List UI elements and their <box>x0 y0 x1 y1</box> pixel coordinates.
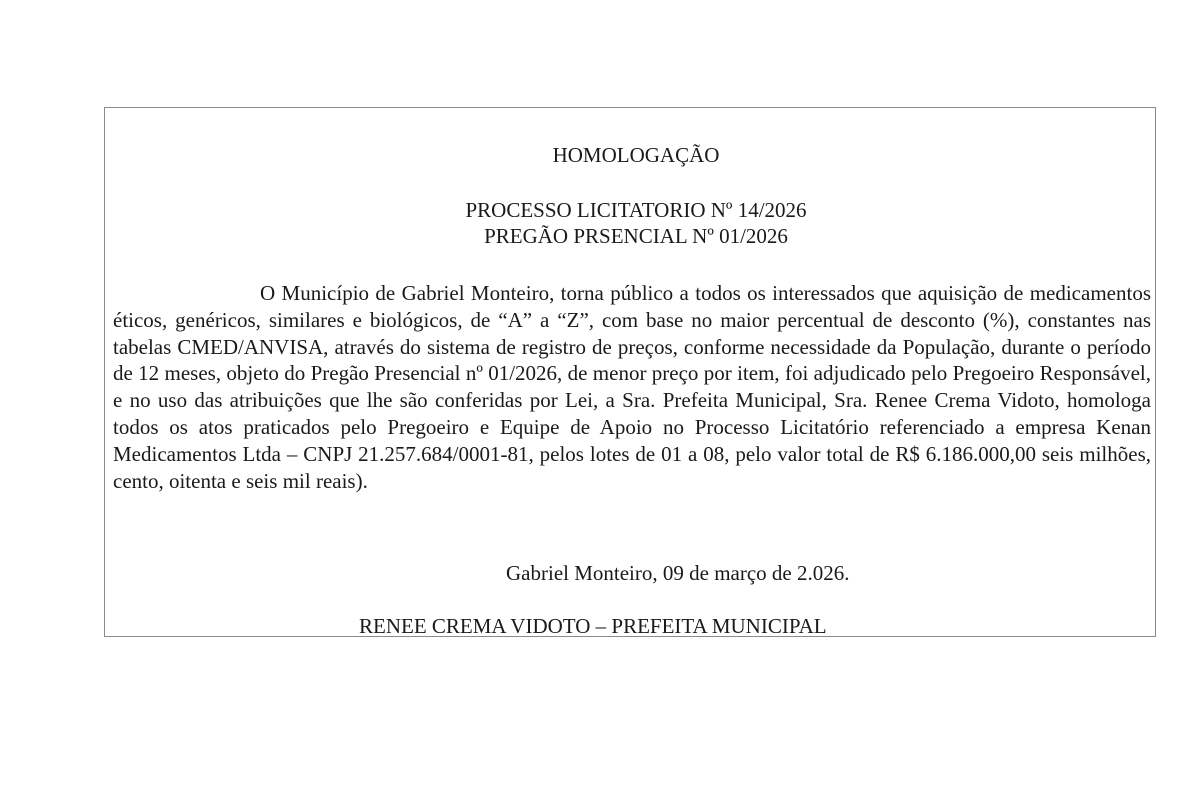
auction-number: PREGÃO PRSENCIAL Nº 01/2026 <box>484 224 788 248</box>
signature-line: RENEE CREMA VIDOTO – PREFEITA MUNICIPAL <box>359 614 827 638</box>
process-number: PROCESSO LICITATORIO Nº 14/2026 <box>465 198 807 222</box>
notice-body: O Município de Gabriel Monteiro, torna público a todos os interessados que aquisição de medicamentos éticos, genéricos, similares e biológicos, de “A” a “Z”, com base no maior percentual de desconto (%), constantes nas tabelas CMED/ANVISA, através do sistema de registro de preços, conforme necessidade da População, durante o período de 12 meses, objeto do Pregão Presencial nº 01/2026, de menor preço por item, foi adjudicado pelo Pregoeiro Responsável, e no uso das atribuições que lhe são conferidas por Lei, a Sra. Prefeita Municipal, Sra. Renee Crema Vidoto, homologa todos os atos praticados pelo Pregoeiro e Equipe de Apoio no Processo Licitatório referenciado a empresa Kenan Medicamentos Ltda – CNPJ 21.257.684/0001-81, pelos lotes de 01 a 08, pelo valor total de R$ 6.186.000,00 seis milhões, cento, oitenta e seis mil reais). <box>113 281 1151 493</box>
date-line: Gabriel Monteiro, 09 de março de 2.026. <box>506 561 850 585</box>
document-title: HOMOLOGAÇÃO <box>552 143 720 167</box>
notice-box <box>104 107 1156 637</box>
